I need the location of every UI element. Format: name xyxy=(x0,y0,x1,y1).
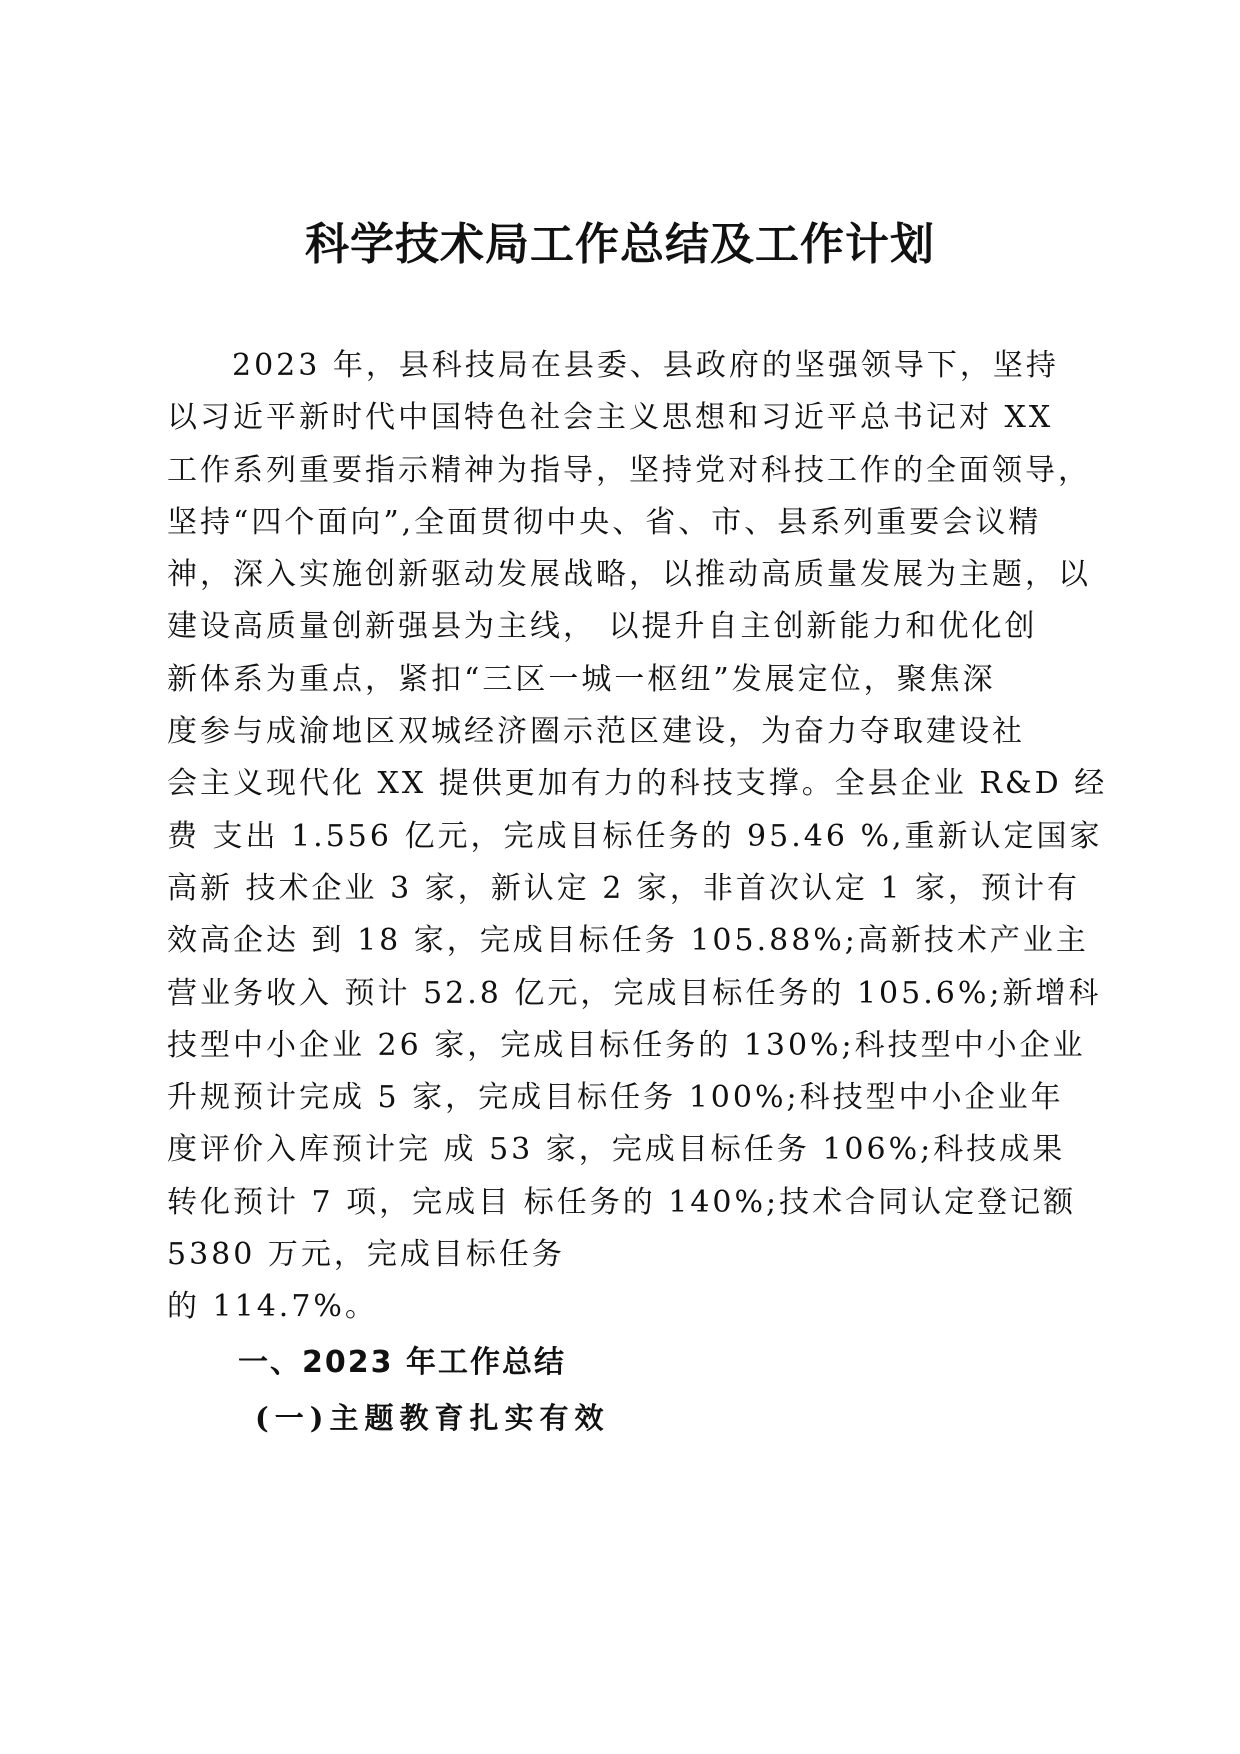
paragraph-line: 营业务收入 预计 52.8 亿元，完成目标任务的 105.6%;新增科 xyxy=(167,975,1102,1011)
intro-paragraph xyxy=(167,340,1108,1334)
paragraph-line: 以习近平新时代中国特色社会主义思想和习近平总书记对 XX xyxy=(167,400,1054,436)
paragraph-line: 的 114.7%。 xyxy=(167,1289,378,1325)
paragraph-line: 建设高质量创新强县为主线， 以提升自主创新能力和优化创 xyxy=(167,609,1038,645)
paragraph-line: 高新 技术企业 3 家，新认定 2 家，非首次认定 1 家，预计有 xyxy=(167,870,1081,906)
paragraph-line: 5380 万元，完成目标任务 xyxy=(167,1237,565,1273)
paragraph-line: 度参与成渝地区双城经济圈示范区建设，为奋力夺取建设社 xyxy=(167,714,1025,750)
paragraph-line: 新体系为重点，紧扣“三区一城一枢纽”发展定位，聚焦深 xyxy=(167,661,996,697)
paragraph-line: 升规预计完成 5 家，完成目标任务 100%;科技型中小企业年 xyxy=(167,1080,1064,1116)
paragraph-line: 技型中小企业 26 家，完成目标任务的 130%;科技型中小企业 xyxy=(167,1027,1086,1063)
paragraph-line: 会主义现代化 XX 提供更加有力的科技支撑。全县企业 R&D 经 xyxy=(167,766,1108,802)
paragraph-line: 效高企达 到 18 家，完成目标任务 105.88%;高新技术产业主 xyxy=(167,923,1089,959)
paragraph-line: 转化预计 7 项，完成目 标任务的 140%;技术合同认定登记额 xyxy=(167,1184,1077,1220)
section-heading: 一、2023 年工作总结 xyxy=(238,1345,566,1380)
document-title: 科学技术局工作总结及工作计划 xyxy=(305,219,935,270)
paragraph-line: 工作系列重要指示精神为指导，坚持党对科技工作的全面领导， xyxy=(167,452,1091,488)
paragraph-line: 神，深入实施创新驱动发展战略，以推动高质量发展为主题，以 xyxy=(167,557,1091,593)
paragraph-line: 费 支出 1.556 亿元，完成目标任务的 95.46 %,重新认定国家 xyxy=(167,818,1103,854)
paragraph-line: 坚持“四个面向”,全面贯彻中央、省、市、县系列重要会议精 xyxy=(167,504,1042,540)
sub-heading: (一)主题教育扎实有效 xyxy=(255,1401,610,1435)
paragraph-line: 2023 年，县科技局在县委、县政府的坚强领导下，坚持 xyxy=(232,348,1059,383)
paragraph-line: 度评价入库预计完 成 53 家，完成目标任务 106%;科技成果 xyxy=(167,1132,1066,1168)
